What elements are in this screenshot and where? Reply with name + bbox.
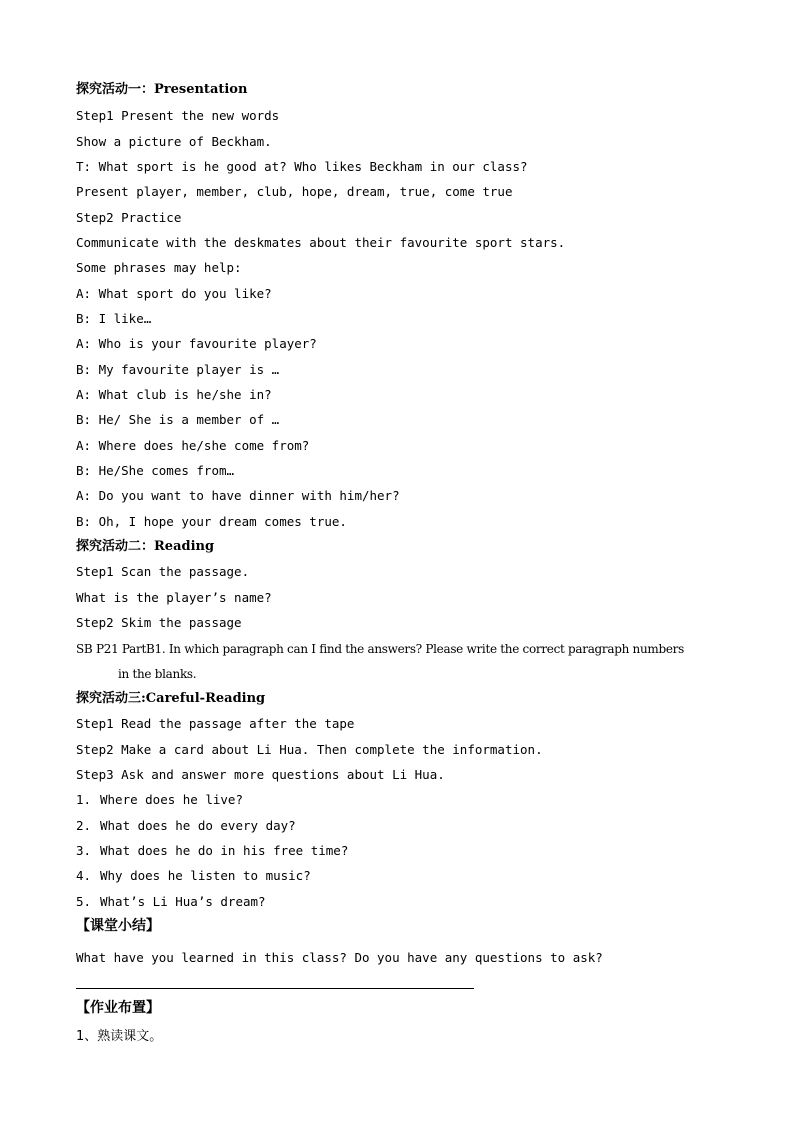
text-line: Some phrases may help: [76, 260, 242, 275]
dialogue-line: A: Do you want to have dinner with him/her? [76, 488, 400, 503]
dialogue-line: A: What club is he/she in? [76, 387, 272, 402]
summary-heading: 【课堂小结】 [76, 918, 160, 934]
paragraph-task-line: SB P21 PartB1. In which paragraph can I find the answers? Please write the correct paragraph numbers [76, 642, 684, 656]
question-text: What’s Li Hua’s dream? [100, 894, 266, 909]
question-number: 4. [76, 868, 92, 883]
question-item [76, 818, 296, 834]
text-line: Step1 Scan the passage. [76, 564, 250, 579]
text-line: Step1 Read the passage after the tape [76, 716, 355, 731]
text-line: Step3 Ask and answer more questions about Li Hua. [76, 767, 445, 782]
dialogue-line: B: My favourite player is … [76, 362, 280, 377]
dialogue-line: B: I like… [76, 311, 152, 326]
text-line: Step2 Skim the passage [76, 615, 242, 630]
question-number: 5. [76, 894, 92, 909]
question-item [76, 792, 243, 808]
dialogue-line: B: Oh, I hope your dream comes true. [76, 514, 347, 529]
divider-line [76, 988, 474, 989]
dialogue-line: A: Who is your favourite player? [76, 336, 317, 351]
question-text: Why does he listen to music? [100, 868, 311, 883]
dialogue-line: B: He/ She is a member of … [76, 412, 280, 427]
activity2-heading: 探究活动二：Reading [76, 539, 215, 554]
dialogue-line: A: What sport do you like? [76, 286, 272, 301]
text-line: Step2 Make a card about Li Hua. Then complete the information. [76, 742, 543, 757]
activity1-heading: 探究活动一：Presentation [76, 82, 248, 97]
text-line: Step1 Present the new words [76, 108, 280, 123]
question-item [76, 894, 266, 910]
text-line: What is the player’s name? [76, 590, 272, 605]
question-number: 1. [76, 792, 92, 807]
question-text: What does he do every day? [100, 818, 296, 833]
text-line: Communicate with the deskmates about their favourite sport stars. [76, 235, 566, 250]
question-text: What does he do in his free time? [100, 843, 349, 858]
homework-item: 1、熟读课文。 [76, 1029, 163, 1044]
activity3-heading: 探究活动三:Careful-Reading [76, 691, 266, 706]
summary-text: What have you learned in this class? Do you have any questions to ask? [76, 950, 603, 965]
paragraph-task-continuation: in the blanks. [118, 667, 197, 681]
question-item [76, 843, 348, 859]
question-number: 3. [76, 843, 92, 858]
text-line: Show a picture of Beckham. [76, 134, 272, 149]
text-line: Step2 Practice [76, 210, 182, 225]
text-line: T: What sport is he good at? Who likes Beckham in our class? [76, 159, 528, 174]
dialogue-line: A: Where does he/she come from? [76, 438, 310, 453]
dialogue-line: B: He/She comes from… [76, 463, 235, 478]
text-line: Present player, member, club, hope, dream, true, come true [76, 184, 513, 199]
question-text: Where does he live? [100, 792, 243, 807]
question-item [76, 868, 311, 884]
question-number: 2. [76, 818, 92, 833]
homework-heading: 【作业布置】 [76, 1000, 160, 1016]
